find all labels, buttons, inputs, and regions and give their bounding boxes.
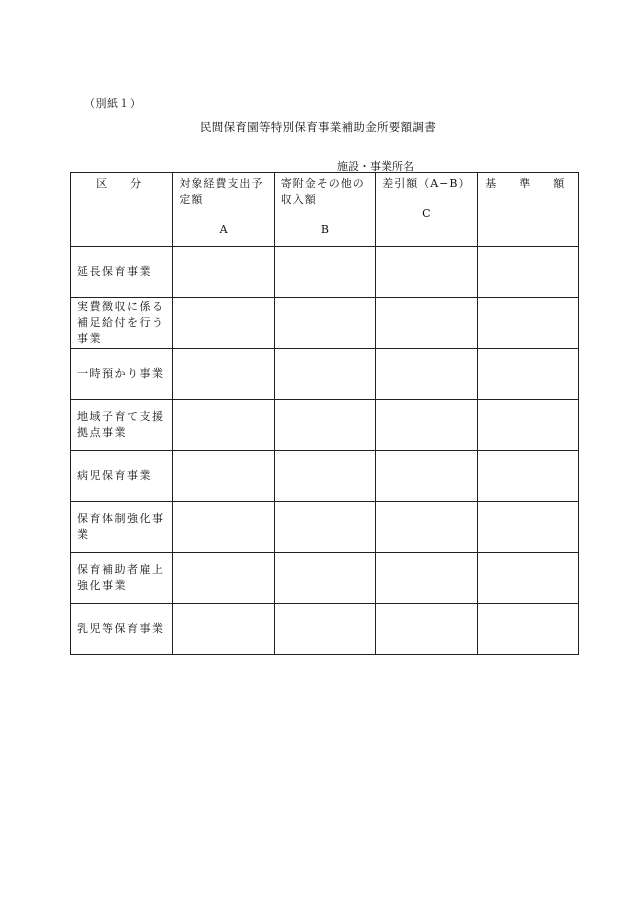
amount-cell[interactable]: [173, 451, 274, 502]
amount-cell[interactable]: [477, 604, 578, 655]
header-planned-expenditure: [173, 173, 274, 247]
amount-cell[interactable]: [376, 451, 477, 502]
table-row: [71, 604, 579, 655]
row-label-cell: [71, 298, 173, 349]
header-letter-c: C: [422, 207, 431, 220]
amount-cell[interactable]: [376, 349, 477, 400]
row-label: 延長保育事業: [77, 265, 152, 278]
header-row: [71, 173, 579, 247]
row-label: 病児保育事業: [77, 469, 152, 482]
table-row: [71, 298, 579, 349]
amount-cell[interactable]: [173, 298, 274, 349]
header-standard-amount-text: 基 準 額: [485, 177, 571, 190]
amount-cell[interactable]: [477, 349, 578, 400]
row-label-cell: [71, 247, 173, 298]
amount-cell[interactable]: [274, 451, 375, 502]
row-label-cell: [71, 553, 173, 604]
row-label-cell: [71, 349, 173, 400]
amount-cell[interactable]: [274, 604, 375, 655]
amount-cell[interactable]: [477, 502, 578, 553]
header-donations-income: [274, 173, 375, 247]
amount-cell[interactable]: [173, 604, 274, 655]
header-difference-text: 差引額（A−B）: [382, 177, 471, 190]
amount-cell[interactable]: [274, 247, 375, 298]
header-letter-b: B: [320, 223, 330, 236]
amount-cell[interactable]: [376, 298, 477, 349]
amount-cell[interactable]: [274, 553, 375, 604]
amount-cell[interactable]: [274, 400, 375, 451]
attachment-label: （別紙１）: [84, 97, 142, 110]
header-category-text: 区 分: [96, 177, 148, 190]
amount-cell[interactable]: [376, 604, 477, 655]
amount-cell[interactable]: [376, 400, 477, 451]
table-row: [71, 247, 579, 298]
amount-cell[interactable]: [274, 502, 375, 553]
row-label: 乳児等保育事業: [77, 622, 165, 635]
amount-cell[interactable]: [274, 298, 375, 349]
amount-cell[interactable]: [173, 502, 274, 553]
amount-cell[interactable]: [477, 247, 578, 298]
header-planned-expenditure-text: 対象経費支出予定額: [179, 177, 264, 206]
amount-cell[interactable]: [376, 553, 477, 604]
amount-cell[interactable]: [173, 400, 274, 451]
amount-cell[interactable]: [274, 349, 375, 400]
header-category: [71, 173, 173, 247]
amount-cell[interactable]: [376, 247, 477, 298]
header-donations-income-text: 寄附金その他の収入額: [280, 177, 365, 206]
amount-cell[interactable]: [477, 400, 578, 451]
document-title: 民間保育園等特別保育事業補助金所要額調書: [200, 120, 436, 134]
table-row: [71, 502, 579, 553]
amount-cell[interactable]: [376, 502, 477, 553]
row-label: 保育体制強化事業: [77, 512, 165, 541]
amount-cell[interactable]: [477, 553, 578, 604]
row-label-cell: [71, 502, 173, 553]
table-row: [71, 349, 579, 400]
table-row: [71, 553, 579, 604]
row-label: 一時預かり事業: [77, 367, 165, 380]
facility-name-label: 施設・事業所名: [337, 160, 414, 173]
header-standard-amount: [477, 173, 578, 247]
amount-cell[interactable]: [173, 349, 274, 400]
row-label-cell: [71, 451, 173, 502]
amount-cell[interactable]: [173, 247, 274, 298]
header-letter-a: A: [219, 223, 228, 236]
subsidy-table: [70, 172, 579, 655]
row-label: 地域子育て支援拠点事業: [77, 410, 165, 439]
table-row: [71, 400, 579, 451]
amount-cell[interactable]: [477, 298, 578, 349]
amount-cell[interactable]: [477, 451, 578, 502]
row-label-cell: [71, 400, 173, 451]
row-label: 実費徴収に係る補足給付を行う事業: [77, 300, 165, 345]
table-row: [71, 451, 579, 502]
amount-cell[interactable]: [173, 553, 274, 604]
row-label-cell: [71, 604, 173, 655]
header-difference: [376, 173, 477, 247]
row-label: 保育補助者雇上強化事業: [77, 563, 165, 592]
